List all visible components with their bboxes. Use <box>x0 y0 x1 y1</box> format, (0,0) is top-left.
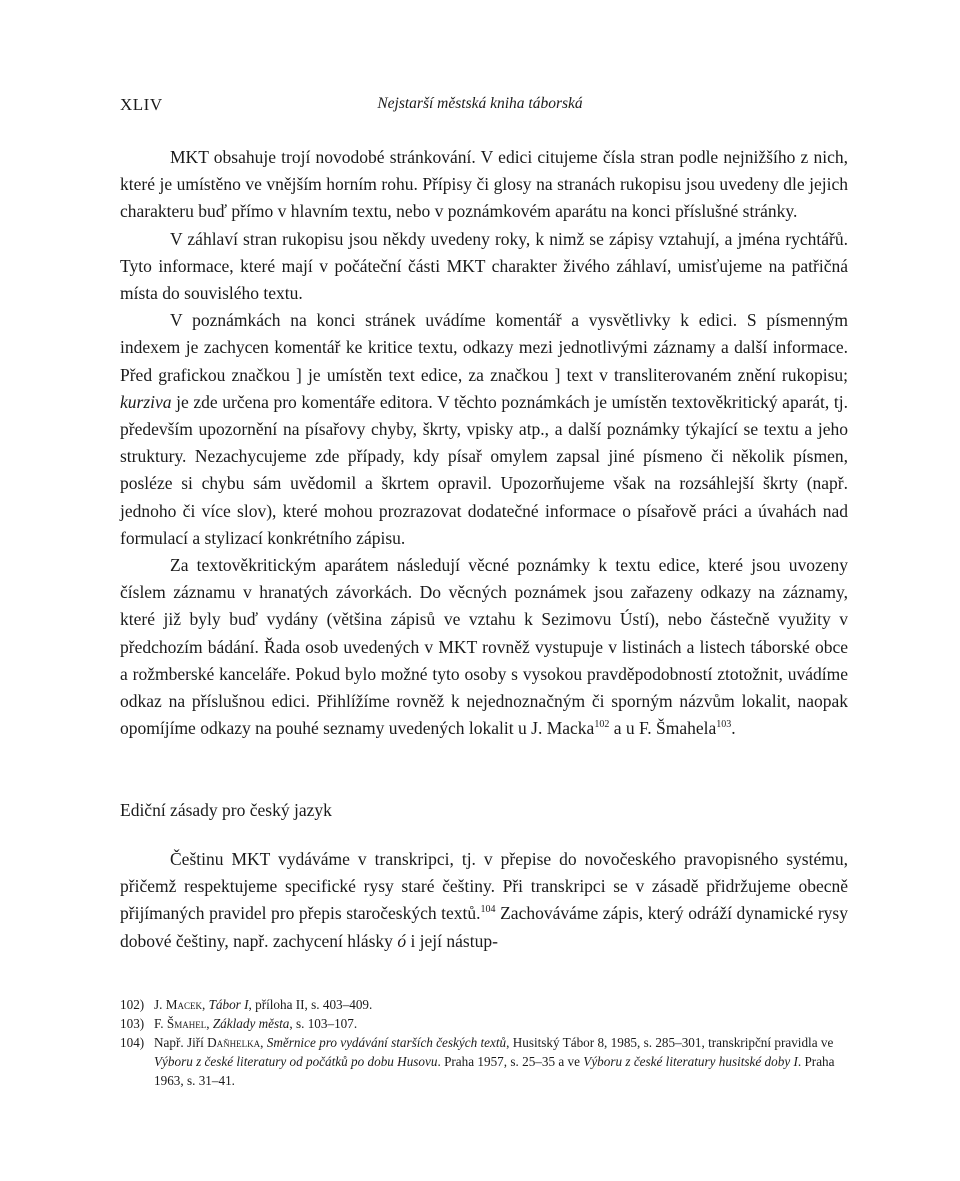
author-name: Macek <box>165 997 202 1012</box>
page-number: XLIV <box>120 95 163 114</box>
footnote-ref: 103 <box>716 719 732 731</box>
paragraph: MKT obsahuje trojí novodobé stránkování. V edici citujeme čísla stran podle nejnižšího z nich, které je umístěno ve vnějším horním rohu. Přípisy či glosy na stranách rukopisu jsou uvedeny dle jejich charakteru buď přímo v hlavním textu, nebo v poznámkovém aparátu na konci příslušné stránky. <box>120 147 848 222</box>
footnote <box>120 1033 850 1090</box>
paragraph: V poznámkách na konci stránek uvádíme komentář a vysvětlivky k edici. S písmenným indexem je zachycen komentář ke kritice textu, odkazy mezi jednotlivými záznamy a další informace. Před grafickou značkou ] je umístěn text edice, za značkou ] text v transliterovaném znění rukopisu; kurziva je zde určena pro komentáře editora. V těchto poznámkách je umístěn textověkritický aparát, tj. především upozornění na písařovy chyby, škrty, vpisky atp., a další poznámky týkající se textu a jeho struktury. Nezachycujeme zde případy, kdy písař omylem zapsal jiné písmeno či několik písmen, posléze si chybu sám uvědomil a škrtem opravil. Upozorňujeme však na rozsáhlejší škrty (např. jednoho či více slov), které mohou prozrazovat dodatečné informace o písařově práci a úvahách nad formulací a stylizací konkrétního zápisu. <box>120 310 848 548</box>
main-text <box>120 144 848 742</box>
italic-text: kurziva <box>120 391 172 412</box>
footnote-number: 104) <box>120 1035 145 1050</box>
italic-text: Výboru z české literatury husitské doby I <box>583 1054 798 1069</box>
author-name: Šmahel <box>166 1016 207 1031</box>
italic-text: Směrnice pro vydávání starších českých textů <box>266 1035 507 1050</box>
italic-text: Výboru z české literatury od počátků po dobu Husovu <box>154 1054 438 1069</box>
footnote <box>120 1014 850 1033</box>
paragraph: Za textověkritickým aparátem následují věcné poznámky k textu edice, které jsou uvozeny číslem záznamu v hranatých závorkách. Do věcných poznámek jsou zařazeny odkazy na záznamy, které již byly buď vydány (většina zápisů ve vztahu k Sezimovu Ústí), nebo částečně využity v předchozím bádání. Řada osob uvedených v MKT rovněž vystupuje v listinách a listech táborské obce a rožmberské kanceláře. Pokud bylo možné tyto osoby s vysokou pravděpodobností ztotožnit, uvádíme odkaz na příslušnou edici. Přihlížíme rovněž k nejednoznačným či sporným názvům lokalit, naopak opomíjíme odkazy na pouhé seznamy uvedených lokalit u J. Macka$^{102}$ a u F. Šmahela$^{103}$. <box>120 555 848 739</box>
footnote <box>120 995 850 1014</box>
paragraph: V záhlaví stran rukopisu jsou někdy uvedeny roky, k nimž se zápisy vztahují, a jména rychtářů. Tyto informace, které mají v počáteční části MKT charakter živého záhlaví, umisťujeme na patřičná místa do souvislého textu. <box>120 228 848 304</box>
footnote-ref: 104 <box>480 904 496 916</box>
section-text <box>120 846 848 955</box>
italic-text: Tábor I <box>208 997 249 1012</box>
author-name: Daňhelka <box>207 1035 261 1050</box>
section-heading: Ediční zásady pro český jazyk <box>120 800 332 820</box>
running-title: Nejstarší městská kniha táborská <box>377 95 583 112</box>
footnotes <box>120 995 850 1090</box>
footnote-number: 103) <box>120 1016 145 1031</box>
footnote-number: 102) <box>120 997 145 1012</box>
italic-text: Základy města <box>212 1016 290 1031</box>
footnote-text: Např. Jiří Daňhelka, Směrnice pro vydávání starších českých textů, Husitský Tábor 8, 1985, s. 285–301, transkripční pravidla ve Výboru z české literatury od počátků po dobu Husovu. Praha 1957, s. 25–35 a ve Výboru z české literatury husitské doby I. Praha 1963, s. 31–41. <box>154 1035 835 1088</box>
footnote-text: J. Macek, Tábor I, příloha II, s. 403–409. <box>154 997 373 1012</box>
footnote-ref: 102 <box>594 719 610 731</box>
footnote-text: F. Šmahel, Základy města, s. 103–107. <box>154 1016 358 1031</box>
italic-text: ó <box>397 930 407 951</box>
paragraph: Češtinu MKT vydáváme v transkripci, tj. v přepise do novočeského pravopisného systému, přičemž respektujeme specifické rysy staré češtiny. Při transkripci se v zásadě přidržujeme obecně přijímaných pravidel pro přepis staročeských textů.$^{104}$ Zachováváme zápis, který odráží dynamické rysy dobové češtiny, např. zachycení hlásky ó i její nástup- <box>120 849 848 951</box>
